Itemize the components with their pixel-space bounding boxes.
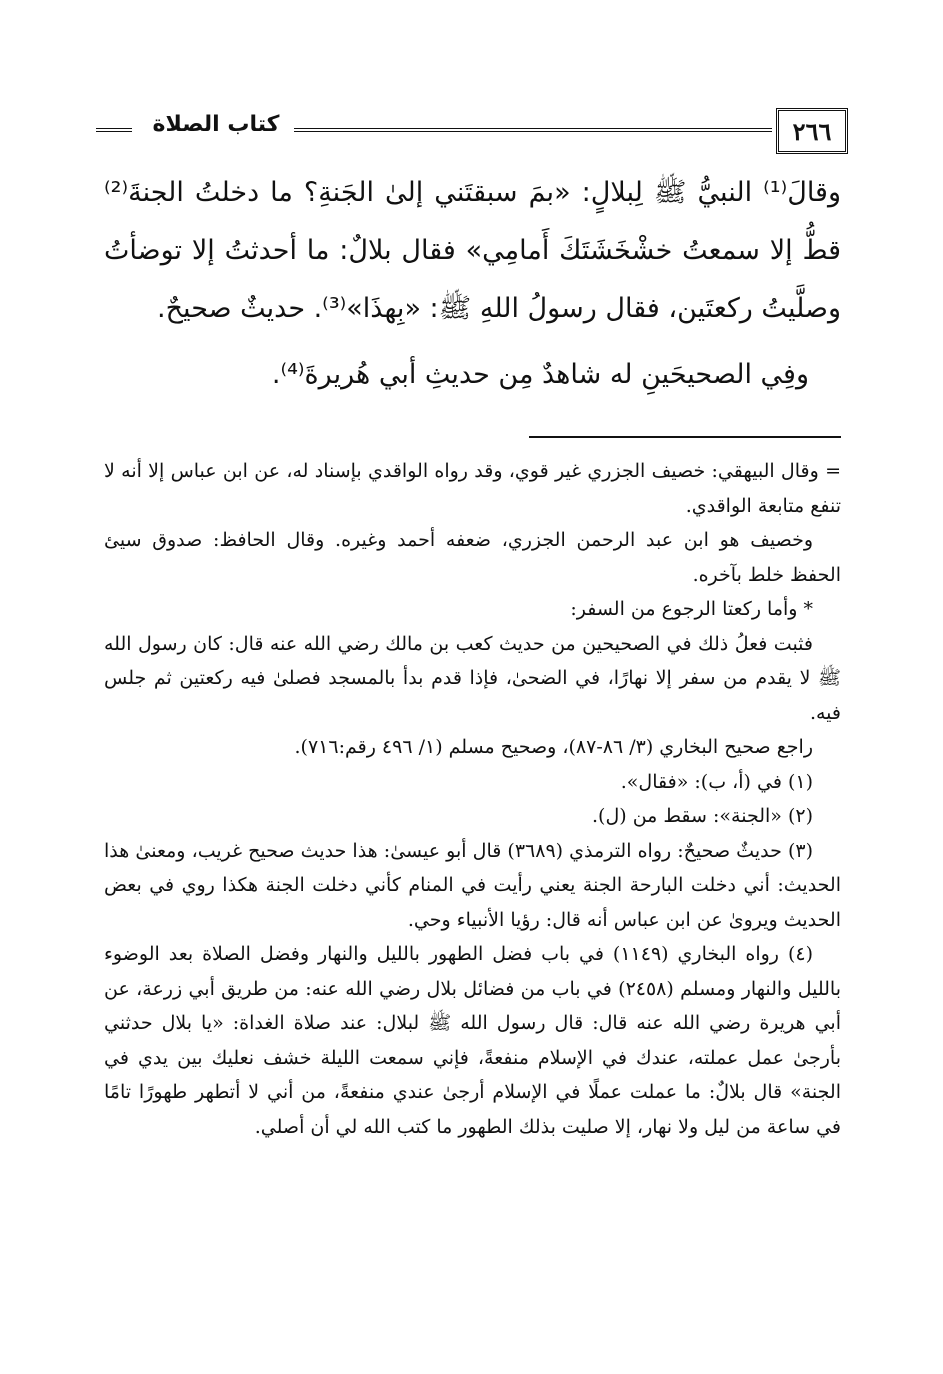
main-paragraph-2: وفِي الصحيحَينِ له شاهدٌ مِن حديثِ أبي هُريرةَ⁽⁴⁾.	[271, 359, 809, 390]
book-title: كتاب الصلاة	[152, 112, 280, 137]
main-paragraph-1: وقالَ⁽¹⁾ النبيُّ ﷺ لِبلالٍ: «بمَ سبقتَني إلىٰ الجَنةِ؟ ما دخلتُ الجنةَ⁽²⁾ قطُّ إلا سمعتُ خشْخَشَتَكَ أَمامِي» فقال بلالٌ: ما أحدثتُ إلا توضأتُ وصلَّيتُ ركعتَين، فقال رسولُ اللهِ ﷺ: «بِهذَا»⁽³⁾. حديثٌ صحيحٌ.	[104, 177, 841, 324]
footnote-2: (٢) «الجنة»: سقط من (ل).	[592, 805, 813, 827]
main-text	[104, 164, 841, 404]
footnote-separator	[529, 436, 841, 438]
header-rule-short	[96, 128, 132, 132]
footnote-continuation-2: وخصيف هو ابن عبد الرحمن الجزري، ضعفه أحمد وغيره. وقال الحافظ: صدوق سيئ الحفظ خلط بآخره.	[104, 529, 841, 586]
footnote-4: (٤) رواه البخاري (١١٤٩) في باب فضل الطهور بالليل والنهار وفضل الصلاة بعد الوضوء بالليل والنهار ومسلم (٢٤٥٨) في باب من فضائل بلال رضي الله عنه: من طريق أبي زرعة، عن أبي هريرة رضي الله عنه قال: قال رسول الله ﷺ لبلال: عند صلاة الغداة: «يا بلال حدثني بأرجىٰ عمل عملته، عندك في الإسلام منفعةً، فإني سمعت الليلة خشف نعليك بين يدي في الجنة» قال بلالٌ: ما عملت عملًا في الإسلام أرجىٰ عندي منفعةً، من أني لا أتطهر طهورًا تامًا في ساعة من ليل ولا نهار، إلا صليت بذلك الطهور ما كتب الله لي أن أصلي.	[104, 943, 841, 1138]
page-number: ٢٦٦	[776, 108, 848, 154]
footnote-1: (١) في (أ، ب): «فقال».	[620, 770, 813, 793]
page-header	[96, 108, 848, 156]
footnotes	[104, 454, 841, 1144]
footnote-continuation-1: = وقال البيهقي: خصيف الجزري غير قوي، وقد رواه الواقدي بإسناد له، عن ابن عباس إلا أنه لا تنفع متابعة الواقدي.	[104, 460, 841, 517]
footnote-3: (٣) حديثٌ صحيحٌ: رواه الترمذي (٣٦٨٩) قال أبو عيسىٰ: هذا حديث صحيح غريب، ومعنىٰ هذا الحديث: أني دخلت البارحة الجنة يعني رأيت في المنام كأني دخلت الجنة هكذا روي في بعض الحديث ويروىٰ عن ابن عباس أنه قال: رؤيا الأنبياء وحي.	[104, 839, 841, 931]
header-rule	[294, 128, 772, 132]
footnote-continuation-3: * وأما ركعتا الرجوع من السفر:	[570, 598, 813, 620]
footnote-continuation-5: راجع صحيح البخاري (٣/ ٨٦-٨٧)، وصحيح مسلم (١/ ٤٩٦ رقم:٧١٦).	[294, 736, 813, 758]
footnote-continuation-4: فثبت فعلُ ذلك في الصحيحين من حديث كعب بن مالك رضي الله عنه قال: كان رسول الله ﷺ لا يقدم من سفر إلا نهارًا، في الضحىٰ، فإذا قدم بدأ بالمسجد فصلىٰ فيه ركعتين ثم جلس فيه.	[104, 632, 841, 724]
